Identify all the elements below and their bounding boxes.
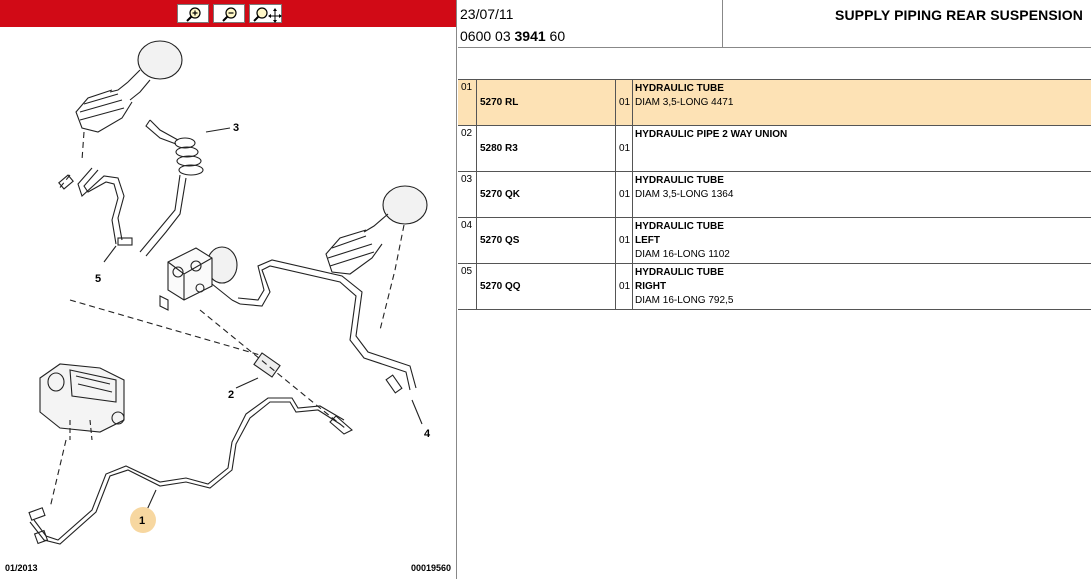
part-reference[interactable]: 5270 QK (480, 189, 521, 200)
part-quantity: 01 (619, 143, 631, 154)
diagram-date: 01/2013 (5, 563, 38, 573)
pipe-4 (238, 260, 416, 393)
part-description (635, 264, 1085, 309)
suspension-boot-left (58, 41, 182, 190)
part-reference-cell (477, 172, 616, 217)
suspension-boot-right (326, 186, 427, 330)
part-reference-cell (477, 80, 616, 125)
callout-1[interactable]: 1 (139, 515, 146, 527)
diagram-number: 00019560 (410, 563, 451, 573)
valve-block (160, 247, 240, 310)
catalog-code-prefix: 0600 03 (460, 28, 511, 44)
header-separator (458, 47, 1091, 48)
part-spec: DIAM 16-LONG 1102 (635, 249, 730, 260)
zoom-toolbar (0, 0, 456, 27)
part-index: 04 (458, 218, 477, 263)
part-side: LEFT (635, 235, 660, 246)
part-reference[interactable]: 5270 RL (480, 97, 519, 108)
part-name: HYDRAULIC TUBE (635, 175, 724, 186)
part-spec: DIAM 3,5-LONG 1364 (635, 189, 734, 200)
pump-assembly (40, 364, 124, 440)
part-description (635, 172, 1085, 217)
part-quantity: 01 (619, 235, 631, 246)
callout-2[interactable]: 2 (228, 389, 235, 401)
callout-4[interactable]: 4 (424, 428, 431, 440)
callout-3[interactable]: 3 (233, 122, 240, 134)
part-name: HYDRAULIC TUBE (635, 83, 724, 94)
catalog-code-main: 3941 (514, 28, 546, 44)
part-index: 05 (458, 264, 477, 309)
zoom-out-icon (214, 5, 246, 24)
zoom-pan-icon (250, 5, 283, 24)
part-description (635, 218, 1085, 263)
page-title: SUPPLY PIPING REAR SUSPENSION (835, 7, 1083, 23)
part-index: 03 (458, 172, 477, 217)
part-name: HYDRAULIC TUBE (635, 267, 724, 278)
table-row[interactable] (458, 80, 1091, 126)
part-quantity: 01 (619, 97, 631, 108)
zoom-in-icon (178, 5, 210, 24)
callout-5[interactable]: 5 (95, 273, 102, 285)
pipe-coil (140, 120, 203, 256)
part-quantity-cell (616, 264, 633, 309)
part-reference[interactable]: 5280 R3 (480, 143, 518, 154)
zoom-out-button[interactable] (213, 4, 245, 23)
exploded-parts-diagram (0, 28, 456, 560)
part-quantity-cell (616, 80, 633, 125)
header-divider (722, 0, 723, 47)
part-index: 02 (458, 126, 477, 171)
part-name: HYDRAULIC PIPE 2 WAY UNION (635, 129, 788, 140)
part-reference[interactable]: 5270 QQ (480, 281, 521, 292)
parts-table (458, 80, 1091, 310)
part-quantity-cell (616, 126, 633, 171)
zoom-in-button[interactable] (177, 4, 209, 23)
part-name: HYDRAULIC TUBE (635, 221, 724, 232)
part-spec: DIAM 3,5-LONG 4471 (635, 97, 734, 108)
part-reference-cell (477, 218, 616, 263)
part-spec: DIAM 16-LONG 792,5 (635, 295, 734, 306)
part-description (635, 80, 1085, 125)
part-reference-cell (477, 264, 616, 309)
catalog-date: 23/07/11 (460, 6, 514, 22)
part-side: RIGHT (635, 281, 667, 292)
table-row[interactable] (458, 218, 1091, 264)
part-index: 01 (458, 80, 477, 125)
zoom-pan-button[interactable] (249, 4, 282, 23)
table-row[interactable] (458, 172, 1091, 218)
part-quantity-cell (616, 218, 633, 263)
catalog-code (460, 28, 565, 44)
part-quantity: 01 (619, 281, 631, 292)
diagram-panel (0, 0, 457, 579)
table-row[interactable] (458, 264, 1091, 310)
part-description (635, 126, 1085, 171)
part-reference[interactable]: 5270 QS (480, 235, 520, 246)
table-row[interactable] (458, 126, 1091, 172)
part-reference-cell (477, 126, 616, 171)
pipe-5 (59, 168, 132, 245)
part-quantity-cell (616, 172, 633, 217)
part-quantity: 01 (619, 189, 631, 200)
catalog-code-suffix: 60 (549, 28, 566, 44)
